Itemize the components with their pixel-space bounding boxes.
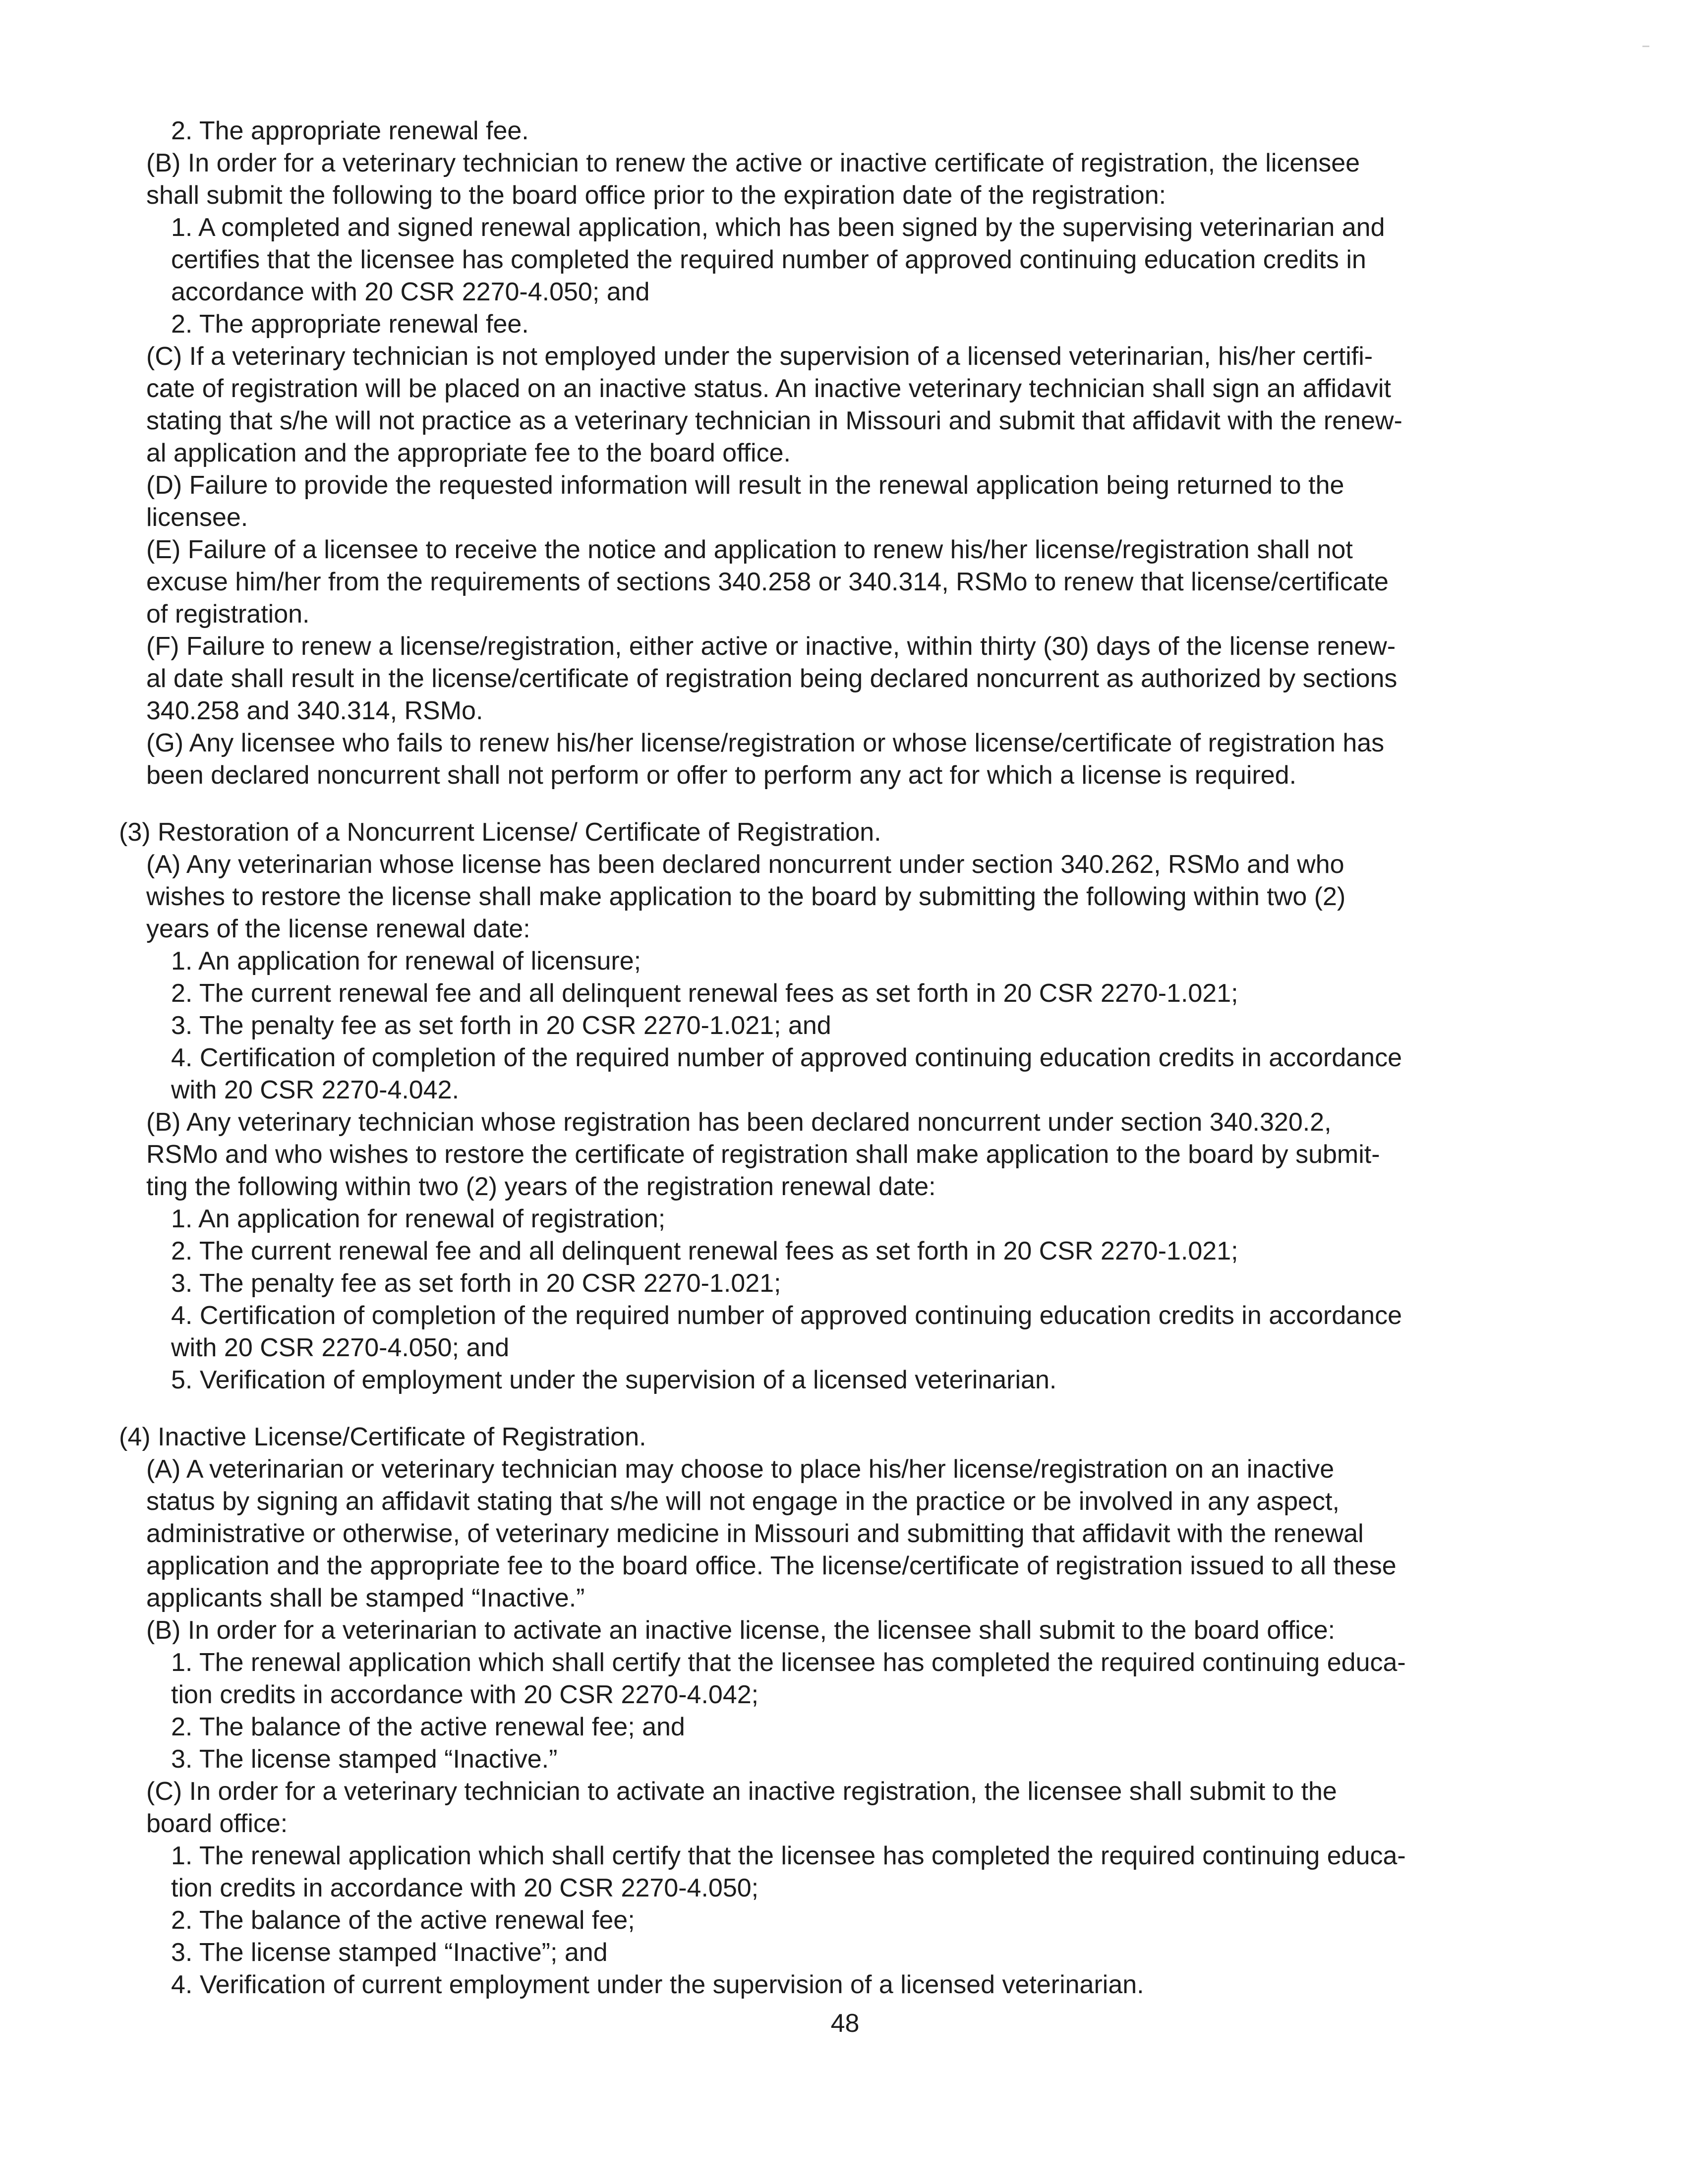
subsection-line: (A) A veterinarian or veterinary technician may choose to place his/her license/registration on an inactive xyxy=(146,1455,1335,1484)
subsection-line: (G) Any licensee who fails to renew his/her license/registration or whose license/certificate of registration has xyxy=(146,729,1385,757)
document-body xyxy=(119,115,1457,2001)
subsection-line: application and the appropriate fee to the board office. The license/certificate of registration issued to all these xyxy=(146,1552,1397,1580)
subsection-line: RSMo and who wishes to restore the certificate of registration shall make application to the board by submit- xyxy=(146,1140,1380,1169)
list-item-line: 1. An application for renewal of licensure; xyxy=(171,947,641,976)
subsection-line: excuse him/her from the requirements of sections 340.258 or 340.314, RSMo to renew that license/certificate xyxy=(146,568,1389,596)
list-item-line: 3. The license stamped “Inactive”; and xyxy=(171,1938,608,1967)
subsection-line: stating that s/he will not practice as a veterinary technician in Missouri and submit that affidavit with the renew- xyxy=(146,406,1402,435)
subsection-line: wishes to restore the license shall make application to the board by submitting the following within two (2) xyxy=(146,882,1346,911)
subsection-line: (E) Failure of a licensee to receive the notice and application to renew his/her license/registration shall not xyxy=(146,535,1353,564)
subsection-line: administrative or otherwise, of veterinary medicine in Missouri and submitting that affidavit with the renewal xyxy=(146,1519,1364,1548)
subsection-line: been declared noncurrent shall not perform or offer to perform any act for which a license is required. xyxy=(146,761,1297,790)
subsection-line: (C) If a veterinary technician is not employed under the supervision of a licensed veterinarian, his/her certifi- xyxy=(146,342,1373,371)
section-heading-line: (4) Inactive License/Certificate of Registration. xyxy=(119,1423,646,1451)
list-item-line: certifies that the licensee has completed the required number of approved continuing education credits in xyxy=(171,245,1366,274)
list-item-line: 2. The appropriate renewal fee. xyxy=(171,310,529,339)
list-item-line: 3. The license stamped “Inactive.” xyxy=(171,1745,558,1774)
subsection-line: licensee. xyxy=(146,503,248,532)
subsection-line: shall submit the following to the board office prior to the expiration date of the registration: xyxy=(146,181,1166,210)
paragraph-gap xyxy=(119,1396,1457,1421)
list-item-line: 1. The renewal application which shall certify that the licensee has completed the required continuing educa- xyxy=(171,1648,1406,1677)
list-item-line: 3. The penalty fee as set forth in 20 CSR 2270-1.021; xyxy=(171,1269,781,1298)
list-item-line: tion credits in accordance with 20 CSR 2270-4.042; xyxy=(171,1680,759,1709)
subsection-line: ting the following within two (2) years of the registration renewal date: xyxy=(146,1172,936,1201)
list-item-line: with 20 CSR 2270-4.042. xyxy=(171,1076,460,1104)
page-number: 48 xyxy=(830,2009,860,2038)
list-item-line: 4. Verification of current employment under the supervision of a licensed veterinarian. xyxy=(171,1970,1144,1999)
list-item-line: 2. The current renewal fee and all delinquent renewal fees as set forth in 20 CSR 2270-1.021; xyxy=(171,979,1238,1008)
list-item-line: 5. Verification of employment under the supervision of a licensed veterinarian. xyxy=(171,1366,1057,1394)
list-item-line: 4. Certification of completion of the required number of approved continuing education credits in accordance xyxy=(171,1301,1402,1330)
paragraph-gap xyxy=(119,792,1457,816)
subsection-line: (B) In order for a veterinarian to activate an inactive license, the licensee shall submit to the board office: xyxy=(146,1616,1336,1645)
subsection-line: (B) In order for a veterinary technician to renew the active or inactive certificate of registration, the licensee xyxy=(146,149,1360,177)
list-item-line: 3. The penalty fee as set forth in 20 CSR 2270-1.021; and xyxy=(171,1011,831,1040)
subsection-line: cate of registration will be placed on an inactive status. An inactive veterinary technician shall sign an affidavit xyxy=(146,374,1391,403)
list-item-line: 2. The balance of the active renewal fee; and xyxy=(171,1713,685,1741)
subsection-line: al application and the appropriate fee to the board office. xyxy=(146,439,791,467)
subsection-line: (F) Failure to renew a license/registration, either active or inactive, within thirty (30) days of the license renew- xyxy=(146,632,1396,661)
list-item-line: 2. The current renewal fee and all delinquent renewal fees as set forth in 20 CSR 2270-1.021; xyxy=(171,1237,1238,1265)
subsection-line: status by signing an affidavit stating that s/he will not engage in the practice or be involved in any aspect, xyxy=(146,1487,1340,1516)
list-item-line: 2. The appropriate renewal fee. xyxy=(171,116,529,145)
subsection-line: applicants shall be stamped “Inactive.” xyxy=(146,1584,585,1612)
subsection-line: 340.258 and 340.314, RSMo. xyxy=(146,696,483,725)
subsection-line: (C) In order for a veterinary technician to activate an inactive registration, the licensee shall submit to the xyxy=(146,1777,1337,1806)
list-item-line: with 20 CSR 2270-4.050; and xyxy=(171,1333,510,1362)
subsection-line: of registration. xyxy=(146,600,310,629)
list-item-line: 1. An application for renewal of registration; xyxy=(171,1205,666,1233)
list-item-line: 1. A completed and signed renewal application, which has been signed by the supervising veterinarian and xyxy=(171,213,1385,242)
list-item-line: tion credits in accordance with 20 CSR 2270-4.050; xyxy=(171,1874,759,1902)
subsection-line: (D) Failure to provide the requested information will result in the renewal application being returned to the xyxy=(146,471,1344,500)
list-item-line: 2. The balance of the active renewal fee; xyxy=(171,1906,635,1935)
subsection-line: years of the license renewal date: xyxy=(146,915,530,943)
subsection-line: (A) Any veterinarian whose license has been declared noncurrent under section 340.262, RSMo and who xyxy=(146,850,1344,879)
list-item-line: accordance with 20 CSR 2270-4.050; and xyxy=(171,278,650,306)
subsection-line: (B) Any veterinary technician whose registration has been declared noncurrent under section 340.320.2, xyxy=(146,1108,1332,1137)
list-item-line: 4. Certification of completion of the required number of approved continuing education credits in accordance xyxy=(171,1043,1402,1072)
section-heading-line: (3) Restoration of a Noncurrent License/ Certificate of Registration. xyxy=(119,818,881,847)
scan-speck xyxy=(1642,46,1649,47)
list-item-line: 1. The renewal application which shall certify that the licensee has completed the required continuing educa- xyxy=(171,1841,1406,1870)
subsection-line: al date shall result in the license/certificate of registration being declared noncurrent as authorized by sections xyxy=(146,664,1398,693)
subsection-line: board office: xyxy=(146,1809,288,1838)
